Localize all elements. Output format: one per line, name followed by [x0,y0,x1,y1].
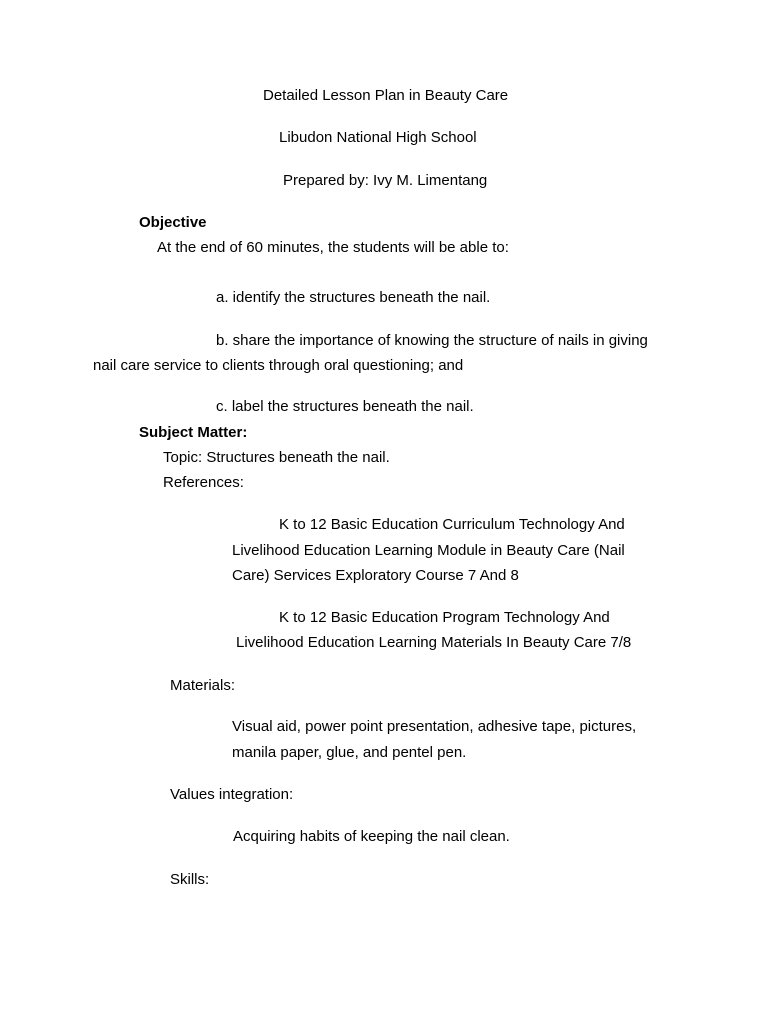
values-integration-label: Values integration: [170,786,294,803]
reference-2-line-2: Livelihood Education Learning Materials In Beauty Care 7/8 [236,634,632,651]
subject-matter-heading: Subject Matter: [139,424,248,441]
references-label: References: [163,474,244,491]
objective-heading: Objective [139,214,207,231]
objective-item-c: c. label the structures beneath the nail. [216,398,474,415]
topic: Topic: Structures beneath the nail. [163,449,390,466]
reference-2-line-1: K to 12 Basic Education Program Technology And [279,609,610,626]
objective-item-b: b. share the importance of knowing the structure of nails in giving [216,332,648,349]
materials-label: Materials: [170,677,236,694]
values-integration-text: Acquiring habits of keeping the nail clean. [233,828,510,845]
objective-item-b-continued: nail care service to clients through oral questioning; and [93,357,464,374]
skills-label: Skills: [170,871,210,888]
materials-line-1: Visual aid, power point presentation, adhesive tape, pictures, [232,718,637,735]
objective-intro: At the end of 60 minutes, the students will be able to: [157,239,509,256]
reference-1-line-2: Livelihood Education Learning Module in Beauty Care (Nail [232,542,625,559]
objective-item-a: a. identify the structures beneath the nail. [216,289,491,306]
materials-line-2: manila paper, glue, and pentel pen. [232,744,467,761]
document-title: Detailed Lesson Plan in Beauty Care [263,87,509,104]
school-name: Libudon National High School [279,129,477,146]
reference-1-line-3: Care) Services Exploratory Course 7 And 8 [232,567,519,584]
prepared-by: Prepared by: Ivy M. Limentang [283,172,488,189]
reference-1-line-1: K to 12 Basic Education Curriculum Technology And [279,516,625,533]
